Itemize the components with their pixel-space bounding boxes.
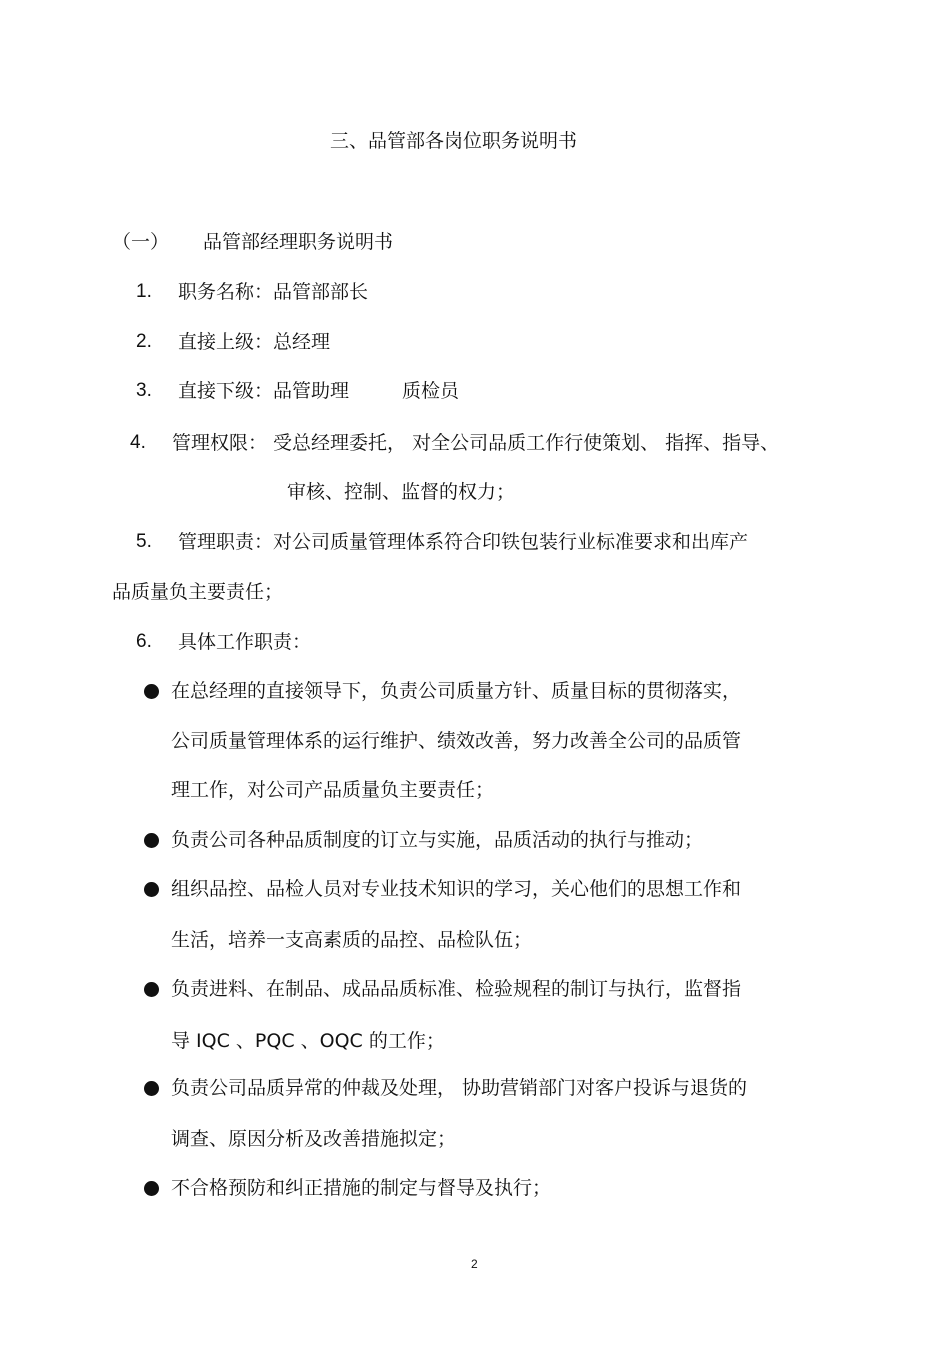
bullet-dot bbox=[144, 1081, 159, 1096]
item-number-2: 2. bbox=[136, 331, 152, 352]
item-number-5: 5. bbox=[136, 531, 152, 552]
item-text-4: 管理权限： 受总经理委托， 对全公司品质工作行使策划、 指挥、指导、 bbox=[172, 432, 780, 454]
bullet-line: 组织品控、品检人员对专业技术知识的学习，关心他们的思想工作和 bbox=[171, 878, 742, 900]
item-number-1: 1. bbox=[136, 281, 152, 302]
page-title: 三、品管部各岗位职务说明书 bbox=[330, 130, 578, 152]
bullet-dot bbox=[144, 982, 159, 997]
item-number-6: 6. bbox=[136, 631, 152, 652]
bullet-dot bbox=[144, 882, 159, 897]
item-text-3-extra: 质检员 bbox=[402, 380, 460, 402]
item-text-6: 具体工作职责： bbox=[178, 631, 312, 653]
section-marker: （一） bbox=[112, 231, 170, 253]
item-text-5: 管理职责：对公司质量管理体系符合印铁包装行业标准要求和出库产 bbox=[178, 531, 749, 553]
bullet-dot bbox=[144, 1181, 159, 1196]
item-text-3: 直接下级：品管助理 bbox=[178, 380, 350, 402]
bullet-line: 在总经理的直接领导下，负责公司质量方针、质量目标的贯彻落实， bbox=[171, 680, 742, 702]
item-text-2: 直接上级：总经理 bbox=[178, 331, 331, 353]
item-number-4: 4. bbox=[130, 432, 146, 453]
bullet-line: 生活，培养一支高素质的品控、品检队伍； bbox=[171, 929, 533, 951]
section-heading: 品管部经理职务说明书 bbox=[203, 231, 394, 253]
bullet-line: 理工作，对公司产品质量负主要责任； bbox=[171, 779, 495, 801]
bullet-line: 公司质量管理体系的运行维护、绩效改善，努力改善全公司的品质管 bbox=[171, 730, 742, 752]
bullet-line: 负责公司品质异常的仲裁及处理， 协助营销部门对客户投诉与退货的 bbox=[171, 1077, 748, 1099]
item-text-5-cont: 品质量负主要责任； bbox=[112, 581, 284, 603]
bullet-line: 调查、原因分析及改善措施拟定； bbox=[171, 1128, 457, 1150]
bullet-line: 负责进料、在制品、成品品质标准、检验规程的制订与执行，监督指 bbox=[171, 978, 742, 1000]
bullet-line: 导 IQC 、PQC 、OQC 的工作； bbox=[171, 1030, 445, 1052]
item-text-4-cont: 审核、控制、监督的权力； bbox=[287, 481, 516, 503]
item-text-1: 职务名称：品管部部长 bbox=[178, 281, 369, 303]
item-number-3: 3. bbox=[136, 380, 152, 401]
bullet-line: 不合格预防和纠正措施的制定与督导及执行； bbox=[171, 1177, 552, 1199]
page-number: 2 bbox=[471, 1257, 478, 1271]
bullet-dot bbox=[144, 833, 159, 848]
bullet-dot bbox=[144, 684, 159, 699]
bullet-line: 负责公司各种品质制度的订立与实施，品质活动的执行与推动； bbox=[171, 829, 704, 851]
